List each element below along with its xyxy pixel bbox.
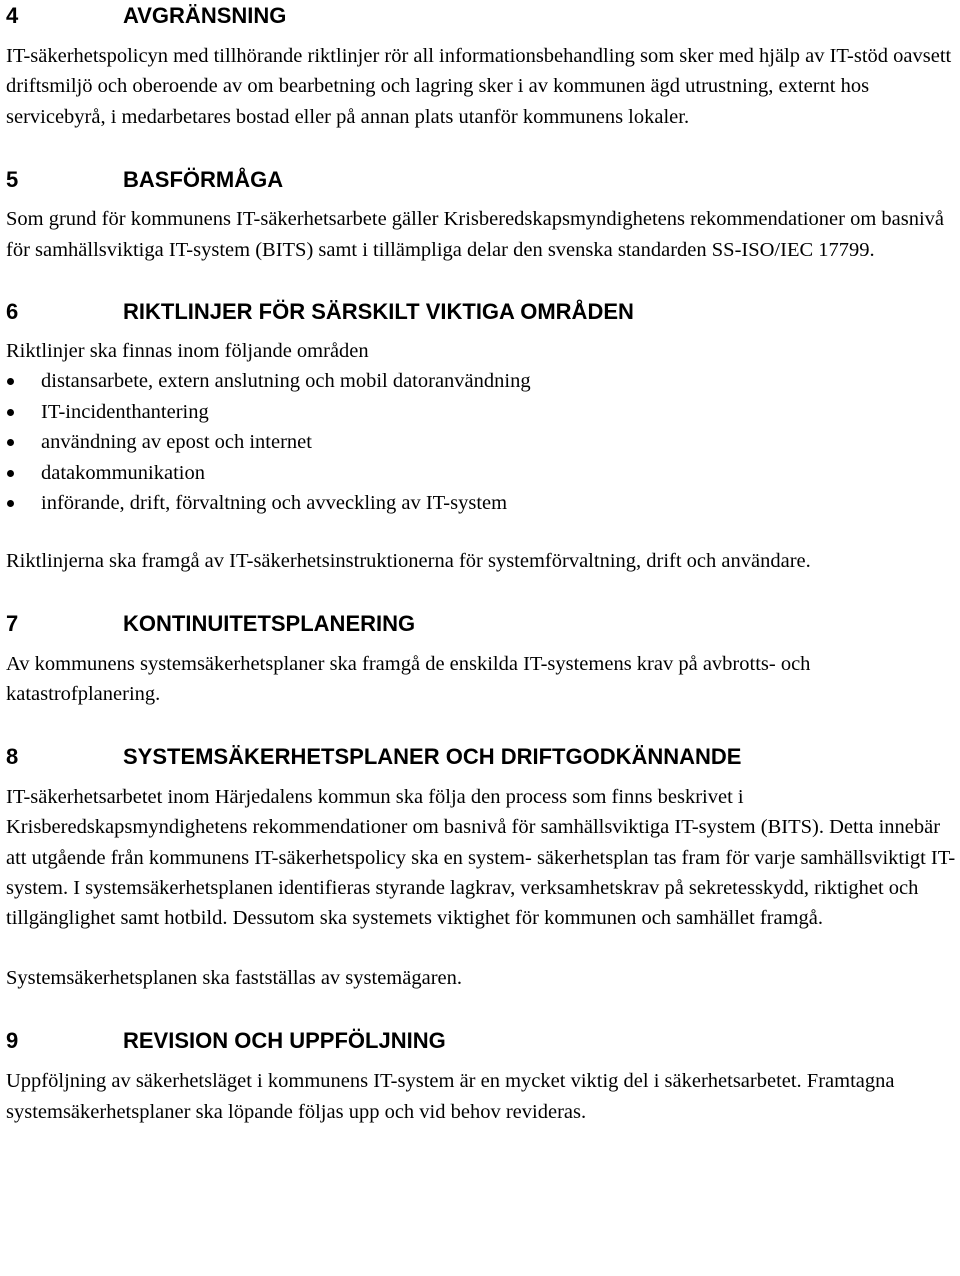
bullet-icon <box>7 439 14 446</box>
section-paragraph: IT-säkerhetsarbetet inom Härjedalens kommun ska följa den process som finns beskrivet i Krisberedskapsmyndighetens rekommendationer om basnivå för samhällsviktiga IT-system (BITS). Detta innebär att utgående från kommunens IT-säkerhetspolicy ska en system- säkerhetsplan tas fram för varje samhällsviktigt IT-system. I systemsäkerhetsplanen identifieras styrande lagkrav, verksamhetskrav på sekretesskydd, riktighet och tillgänglighet samt hotbild. Dessutom ska systemets viktighet för kommunen och samhället framgå. <box>6 785 956 930</box>
section-heading <box>6 1 956 31</box>
section-paragraph: Systemsäkerhetsplanen ska fastställas av systemägaren. <box>6 966 462 989</box>
section-9 <box>6 1026 956 1127</box>
section-heading <box>6 165 956 195</box>
section-heading <box>6 609 956 639</box>
section-paragraph: Riktlinjerna ska framgå av IT-säkerhetsinstruktionerna för systemförvaltning, drift och användare. <box>6 550 811 573</box>
section-4 <box>6 1 956 132</box>
list-item-text: datakommunikation <box>41 461 205 484</box>
section-title: REVISION OCH UPPFÖLJNING <box>123 1028 446 1054</box>
section-paragraph: IT-säkerhetspolicyn med tillhörande riktlinjer rör all informationsbehandling som sker med hjälp av IT-stöd oavsett driftsmiljö och oberoende av om bearbetning och lagring sker i av kommunen ägd utrustning, externt hos servicebyrå, i medarbetares bostad eller på annan plats utanför kommunens lokaler. <box>6 45 952 128</box>
list-item-text: IT-incidenthantering <box>41 400 209 423</box>
section-paragraph: Av kommunens systemsäkerhetsplaner ska framgå de enskilda IT-systemens krav på avbrotts- och katastrofplanering. <box>6 652 811 706</box>
section-paragraph: Som grund för kommunens IT-säkerhetsarbete gäller Krisberedskapsmyndighetens rekommendationer om basnivå för samhällsviktiga IT-system (BITS) samt i tillämpliga delar den svenska standarden SS-ISO/IEC 17799. <box>6 208 945 261</box>
section-title: SYSTEMSÄKERHETSPLANER OCH DRIFTGODKÄNNANDE <box>123 743 742 769</box>
bullet-icon <box>7 470 14 477</box>
section-title: KONTINUITETSPLANERING <box>123 610 416 636</box>
list-item-text: användning av epost och internet <box>41 431 312 454</box>
section-number: 6 <box>6 299 19 325</box>
bullet-icon <box>7 378 14 385</box>
section-paragraph: Uppföljning av säkerhetsläget i kommunens IT-system är en mycket viktig del i säkerhetsarbetet. Framtagna systemsäkerhetsplaner ska löpande följas upp och vid behov revideras. <box>6 1070 895 1123</box>
section-heading <box>6 1026 956 1056</box>
document-page <box>6 0 956 1127</box>
section-number: 8 <box>6 743 19 769</box>
section-number: 7 <box>6 610 19 636</box>
bullet-icon <box>7 409 14 416</box>
section-title: AVGRÄNSNING <box>123 3 287 28</box>
section-8 <box>6 742 956 993</box>
section-intro: Riktlinjer ska finnas inom följande områden <box>6 340 369 363</box>
list-item <box>6 397 956 427</box>
section-6 <box>6 297 956 577</box>
list-item <box>6 488 956 518</box>
section-7 <box>6 609 956 710</box>
list-item <box>6 458 956 488</box>
list-item-text: distansarbete, extern anslutning och mobil datoranvändning <box>41 370 531 393</box>
section-heading <box>6 297 956 327</box>
bullet-list <box>6 366 956 518</box>
section-number: 5 <box>6 167 19 193</box>
section-heading <box>6 742 956 772</box>
list-item-text: införande, drift, förvaltning och avveckling av IT-system <box>41 492 508 515</box>
section-title: BASFÖRMÅGA <box>123 167 284 193</box>
list-item <box>6 427 956 457</box>
bullet-icon <box>7 500 14 507</box>
list-item <box>6 366 956 396</box>
section-title: RIKTLINJER FÖR SÄRSKILT VIKTIGA OMRÅDEN <box>123 299 634 325</box>
section-number: 9 <box>6 1028 19 1054</box>
section-number: 4 <box>6 3 19 28</box>
section-5 <box>6 165 956 265</box>
